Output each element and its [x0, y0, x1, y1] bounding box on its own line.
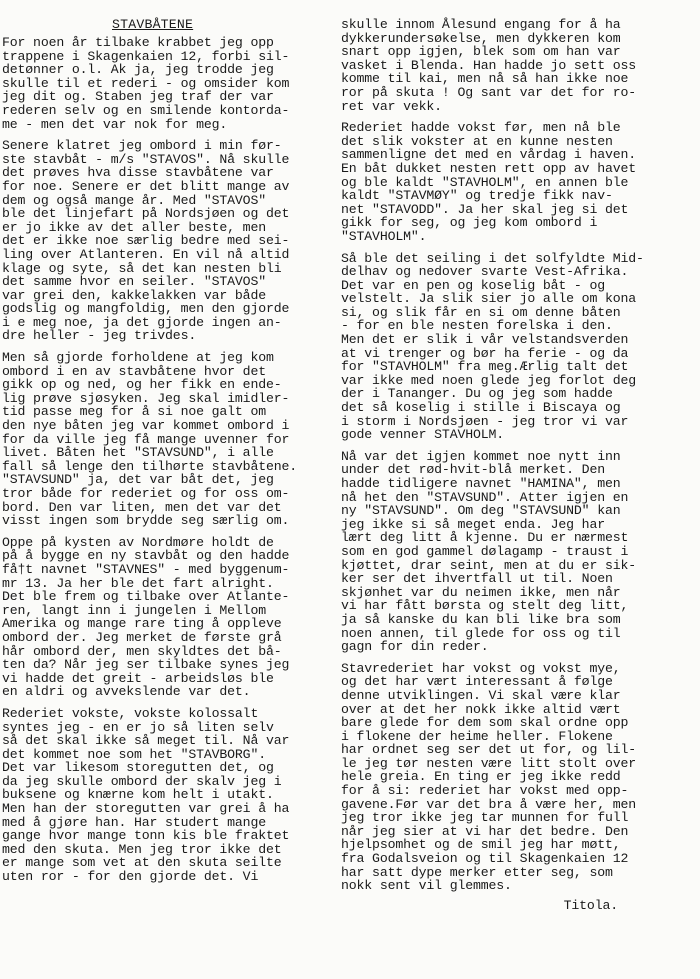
text-line: dykkerundersøkelse, men dykkeren kom: [341, 30, 621, 46]
text-line: hele greia. En ting er jeg ikke redd: [341, 769, 621, 785]
text-line: jeg dit og. Staben jeg traf der var: [2, 89, 274, 105]
article-title: STAVBÅTENE: [112, 17, 194, 32]
signature: Titola.: [563, 897, 618, 913]
text-line: godslig og mangfoldig, men den gjorde: [2, 301, 290, 317]
text-line: Rederiet hadde vokst før, men nå ble: [341, 120, 621, 136]
text-line: det kommet noe som het "STAVBORG".: [2, 746, 266, 762]
text-line: ten da? Når jeg ser tilbake synes jeg: [2, 657, 290, 673]
text-line: trappene i Skagenkaien 12, forbi sil-: [2, 48, 290, 64]
text-line: det slik vokster at en kunne nesten: [341, 133, 613, 149]
text-line: nå het den "STAVSUND". Atter igjen en: [341, 489, 629, 505]
paragraph: [2, 707, 340, 884]
text-line: er jo ikke av det aller beste, men: [2, 219, 266, 235]
paragraph: [2, 536, 340, 699]
text-line: visst ingen som brydde seg særlig om.: [2, 513, 290, 529]
right-column: [341, 18, 696, 912]
text-line: buksene og knærne kom helt i utakt.: [2, 787, 274, 803]
text-line: klage og syte, så det kan nesten bli: [2, 260, 282, 276]
text-line: hadde tidligere navnet "HAMINA", men: [341, 476, 621, 491]
text-line: og det har vært interessant å følge: [341, 674, 613, 690]
text-line: Men det er slik i vår velstandsverden: [341, 332, 629, 348]
text-line: skulle innom Ålesund engang for å ha: [341, 17, 621, 32]
text-line: ret var vekk.: [341, 98, 442, 114]
text-line: skulle til et rederi - og omsider kom: [2, 75, 290, 91]
paragraph: [341, 121, 696, 243]
right-paragraphs: [341, 18, 696, 893]
text-line: var grei den, kakkelakken var både: [2, 287, 266, 303]
text-line: ling over Atlanteren. En vil nå altid: [2, 246, 290, 262]
text-line: dem og også mange år. Med "STAVOS": [2, 192, 266, 208]
text-line: sammenligne det med en vårdag i haven.: [341, 147, 637, 163]
text-line: så det skal ikke så meget til. Nå var: [2, 733, 290, 749]
text-line: ny "STAVSUND". Om deg "STAVSUND" kan: [341, 503, 621, 519]
text-line: få†t navnet "STAVNES" - med byggenum-: [2, 561, 290, 577]
text-line: nokk sent vil glemmes.: [341, 878, 512, 894]
paragraph: [341, 18, 696, 113]
text-line: Men så gjorde forholdene at jeg kom: [2, 350, 274, 366]
text-line: bord. Den var liten, men det var det: [2, 499, 282, 515]
text-line: vasket i Blenda. Han hadde jo sett oss: [341, 57, 637, 73]
paragraph: [2, 351, 340, 528]
text-line: vi har fått børsta og stelt deg litt,: [341, 598, 629, 614]
text-line: lig prøve sjøsyken. Jeg skal imidler-: [2, 390, 290, 406]
text-line: For noen år tilbake krabbet jeg opp: [2, 35, 274, 50]
text-line: detønner o.l. Ak ja, jeg trodde jeg: [2, 62, 274, 78]
text-line: net "STAVODD". Ja her skal jeg si det: [341, 201, 629, 217]
text-line: som en god gammel dølagamp - traust i: [341, 543, 629, 559]
text-line: Amerika og mange rare ting å oppleve: [2, 616, 282, 632]
text-line: mr 13. Ja her ble det fart alright.: [2, 575, 274, 591]
text-line: det samme hvor en seiler. "STAVOS": [2, 274, 266, 290]
paragraph: [341, 252, 696, 442]
text-line: Nå var det igjen kommet noe nytt inn: [341, 448, 621, 464]
text-line: det prøves hva disse stavbåtene var: [2, 165, 274, 181]
text-line: En båt dukket nesten rett opp av havet: [341, 160, 637, 176]
text-line: delhav og nedover svarte Vest-Afrika.: [341, 264, 629, 280]
text-line: kaldt "STAVMØY" og tredje fikk nav-: [341, 188, 613, 204]
text-line: Senere klatret jeg ombord i min før-: [2, 138, 282, 154]
text-line: for "STAVHOLM" fra meg.Ærlig talt det: [341, 359, 629, 375]
text-line: velstelt. Ja slik sier jo alle om kona: [341, 291, 637, 307]
text-line: i flokene der heime heller. Flokene: [341, 728, 613, 744]
text-line: er mange som vet at den skuta seilte: [2, 855, 282, 871]
text-line: noen annen, til glede for oss og til: [341, 625, 621, 641]
text-line: under det rød-hvit-blå merket. Den: [341, 462, 605, 478]
text-line: hår ombord der, men skyldtes det bå-: [2, 643, 282, 659]
text-line: ren, langt inn i jungelen i Mellom: [2, 602, 266, 618]
text-line: tid passe meg for å si noe galt om: [2, 404, 266, 420]
text-line: for da ville jeg få mange uvenner for: [2, 431, 290, 447]
text-line: jeg ikke si så meget enda. Jeg har: [341, 516, 605, 532]
text-line: den nye båten jeg var kommet ombord i: [2, 418, 290, 434]
text-line: snart opp igjen, blek som om han var: [341, 44, 621, 60]
text-line: over at det her nokk ikke altid vært: [341, 701, 621, 717]
text-line: komme til kai, men nå så han ikke noe: [341, 71, 629, 87]
text-line: gavene.Før var det bra å være her, men: [341, 796, 637, 812]
text-line: Det var en pen og koselig båt - og: [341, 277, 605, 293]
text-line: i e meg noe, ja det gjorde ingen an-: [2, 314, 282, 330]
text-line: ste stavbåt - m/s "STAVOS". Nå skulle: [2, 151, 290, 167]
text-line: "STAVHOLM".: [341, 228, 427, 244]
paragraph: [341, 662, 696, 893]
paragraph: [2, 36, 340, 131]
text-line: det er ikke noe særlig bedre med sei-: [2, 233, 290, 249]
text-line: fall så lenge den tilhørte stavbåtene.: [2, 458, 298, 474]
text-line: var ikke med noen glede jeg forlot deg: [341, 372, 637, 388]
text-line: at vi trenger og bør ha ferie - og da: [341, 345, 629, 361]
text-line: jeg tror ikke jeg tar munnen for full: [341, 810, 629, 826]
text-line: lært deg litt å kjenne. Du er nærmest: [341, 530, 629, 546]
paragraph: [2, 139, 340, 343]
text-line: Det ble frem og tilbake over Atlante-: [2, 589, 290, 605]
text-line: ble det linjefart på Nordsjøen og det: [2, 206, 290, 222]
text-line: det så koselig i stille i Biscaya og: [341, 400, 621, 416]
text-line: syntes jeg - en er jo så liten selv: [2, 719, 274, 735]
text-line: ror på skuta ! Og sant var det for ro-: [341, 84, 637, 100]
text-line: si, og slik får en si om denne båten: [341, 304, 621, 320]
text-line: livet. Båten het "STAVSUND", i alle: [2, 445, 274, 461]
text-line: ker ser det ihvertfall ut til. Noen: [341, 571, 613, 587]
text-line: for noe. Senere er det blitt mange av: [2, 178, 290, 194]
left-paragraphs: [2, 36, 340, 884]
text-line: med å gjøre han. Har studert mange: [2, 814, 266, 830]
text-line: uten ror - for den gjorde det. Vi: [2, 869, 259, 885]
text-line: - for en ble nesten forelska i den.: [341, 318, 613, 334]
text-line: me - men det var nok for meg.: [2, 116, 228, 132]
text-line: gagn for din reder.: [341, 639, 489, 655]
text-line: og ble kaldt "STAVHOLM", en annen ble: [341, 174, 629, 190]
text-line: har satt dype merker etter seg, som: [341, 864, 613, 880]
left-column: [2, 18, 340, 892]
text-line: rederen selv og en smilende kontorda-: [2, 102, 290, 118]
paragraph: [341, 450, 696, 654]
text-line: ja så kanske du kan bli like bra som: [341, 611, 621, 627]
text-line: når jeg sier at vi har det bedre. Den: [341, 823, 629, 839]
text-line: ombord der. Jeg merket de første grå: [2, 629, 282, 645]
text-line: bare glede for dem som skal ordne opp: [341, 715, 629, 731]
text-line: hjelpsomhet og de smil jeg har møtt,: [341, 837, 621, 853]
text-line: da jeg skulle ombord der skalv jeg i: [2, 773, 282, 789]
text-line: gode venner STAVHOLM.: [341, 427, 505, 443]
text-line: denne utviklingen. Vi skal være klar: [341, 687, 621, 703]
text-line: skjønhet var du neimen ikke, men når: [341, 584, 621, 600]
text-line: gikk op og ned, og her fikk en endе-: [2, 377, 282, 393]
text-line: Det var likesom storegutten det, og: [2, 760, 274, 776]
text-line: fra Godalsveion og til Skagenkaien 12: [341, 851, 629, 867]
text-line: for å si: rederiet har vokst med opp-: [341, 783, 629, 799]
text-line: vi hadde det greit - arbeidsløs ble: [2, 670, 274, 686]
text-line: le jeg tør nesten være litt stolt over: [341, 755, 637, 771]
text-line: gange hvor mange tonn kis ble fraktet: [2, 828, 290, 844]
text-line: tror både for rederiet og for oss om-: [2, 486, 290, 501]
text-line: Oppe på kysten av Nordmøre holdt de: [2, 534, 274, 550]
text-line: ombord i en av stavbåtene hvor det: [2, 363, 266, 379]
text-line: Stavrederiet har vokst og vokst mye,: [341, 660, 621, 676]
text-line: på å bygge en ny stavbåt og den hadde: [2, 548, 290, 564]
text-line: Men han der storegutten var grei å ha: [2, 801, 290, 817]
text-line: gikk for seg, og jeg kom ombord i: [341, 215, 598, 231]
text-line: der i Tananger. Du og jeg som hadde: [341, 386, 613, 402]
text-line: en aldri og avvekslende var det.: [2, 684, 251, 700]
text-line: i storm i Nordsjøen - jeg tror vi var: [341, 413, 629, 429]
text-line: har ordnet seg ser det ut for, og lil-: [341, 742, 637, 758]
text-line: kjøttet, drar seint, men at du er sik-: [341, 557, 637, 573]
text-line: Så ble det seiling i det solfyldte Mid-: [341, 250, 644, 266]
text-line: dre heller - jeg trivdes.: [2, 328, 197, 344]
text-line: "STAVSUND" ja, det var båt det, jeg: [2, 472, 274, 488]
text-line: med den skuta. Men jeg tror ikke det: [2, 841, 282, 857]
text-line: Rederiet vokste, vokste kolossalt: [2, 705, 259, 721]
